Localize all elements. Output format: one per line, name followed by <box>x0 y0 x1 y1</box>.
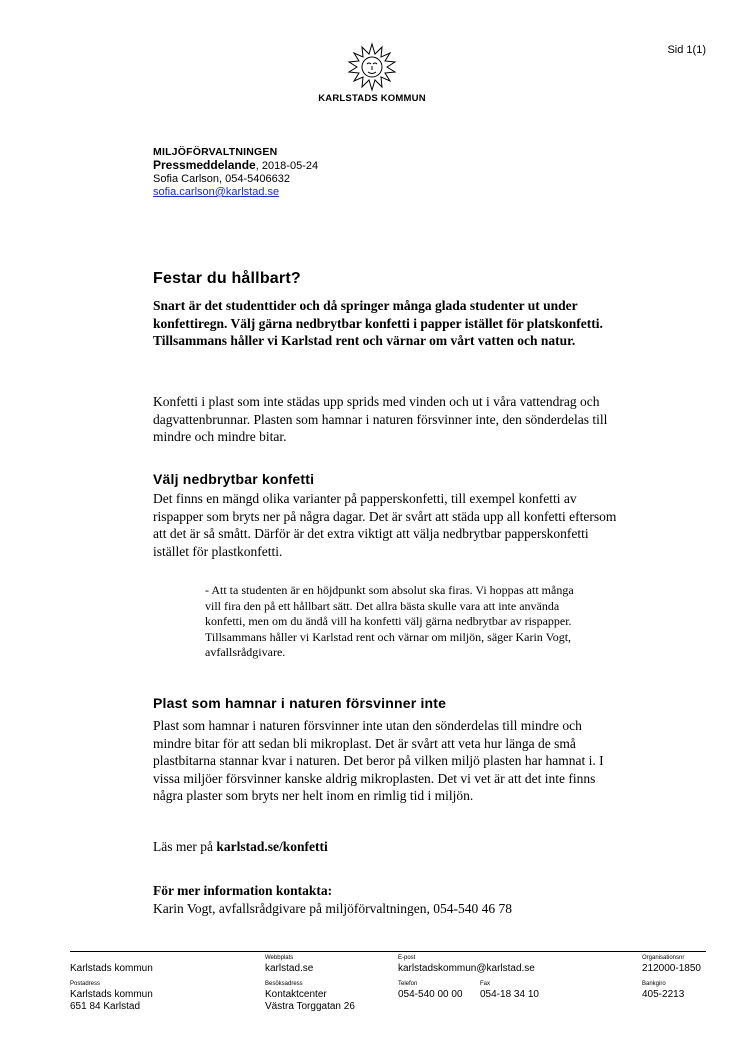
lead-paragraph: Snart är det studenttider och då springer många glada studenter ut under konfettiregn. Välj gärna nedbrytbar konfetti i papper istället för platskonfetti. Tillsammans håller vi Karlstad rent och värnar om vårt vatten och natur. <box>153 298 603 349</box>
heading-choose-degradable: Välj nedbrytbar konfetti <box>153 471 315 487</box>
footer-phone-value: 054-540 00 00 <box>398 989 463 1000</box>
footer-email-label: E-post <box>398 955 416 961</box>
read-more-link[interactable]: karlstad.se/konfetti <box>216 839 328 854</box>
paragraph-2: Det finns en mängd olika varianter på papperskonfetti, till exempel konfetti av rispapper som bryts ner på några dagar. Det är svårt att städa upp all konfetti eftersom att det är så smått. Därför är det extra viktigt att välja nedbrytbar papperskonfetti istället för plastkonfetti. <box>153 491 617 559</box>
email-link[interactable]: sofia.carlson@karlstad.se <box>153 186 280 198</box>
quote: - Att ta studenten är en höjdpunkt som absolut ska firas. Vi hoppas att många vill fira den på ett hållbart sätt. Det allra bästa skulle vara att inte använda konfetti, men om du ändå vill ha konfetti välj gärna nedbrytbar av rispapper. Tillsammans håller vi Karlstad rent och värnar om miljön, säger Karin Vogt, avfallsrådgivare. <box>205 583 574 660</box>
logo-text: KARLSTADS KOMMUN <box>318 93 426 104</box>
footer-fax-label: Fax <box>480 981 491 987</box>
footer-org-name: Karlstads kommun <box>70 963 153 974</box>
footer-visit-line1: Kontaktcenter <box>265 989 327 1000</box>
press-date: , 2018-05-24 <box>255 160 319 172</box>
sender-block <box>153 146 318 199</box>
footer-post-line2: 651 84 Karlstad <box>70 1001 141 1012</box>
contact-heading: För mer information kontakta: <box>153 883 333 898</box>
paragraph-3: Plast som hamnar i naturen försvinner inte utan den sönderdelas till mindre och mindre bitar för att sedan bli mikroplast. Det är svårt att veta hur länga de små plastbitarna stannar kvar i naturen. Det beror på vilken miljö plasten har hamnat i. I vissa miljöer försvinner kanske aldrig mikroplasten. Det vi vet är att det inte finns några plaster som bryts ner helt inom en rimlig tid i miljön. <box>153 718 604 804</box>
contact-line: Karin Vogt, avfallsrådgivare på miljöförvaltningen, 054-540 46 78 <box>153 901 513 916</box>
footer-orgnr-value: 212000-1850 <box>642 963 701 974</box>
footer-post-line1: Karlstads kommun <box>70 989 153 1000</box>
footer-web-value: karlstad.se <box>265 963 314 974</box>
sun-icon <box>346 42 398 92</box>
heading-plastic-nature: Plast som hamnar i naturen försvinner inte <box>153 695 447 711</box>
footer-bank-label: Bankgiro <box>642 981 666 987</box>
press-line <box>153 159 318 173</box>
footer-email-value: karlstadskommun@karlstad.se <box>398 963 535 974</box>
footer-phone-label: Telefon <box>398 981 418 987</box>
footer-post-label: Postadress <box>70 981 101 987</box>
read-more-prefix: Läs mer på <box>153 839 217 854</box>
department: MILJÖFÖRVALTNINGEN <box>153 146 278 158</box>
footer-divider <box>70 951 706 952</box>
footer-fax-value: 054-18 34 10 <box>480 989 539 1000</box>
contact-person: Sofia Carlson, 054-5406632 <box>153 173 290 185</box>
page-number: Sid 1(1) <box>667 44 706 56</box>
footer-orgnr-label: Organisationsnr <box>642 955 685 961</box>
press-label: Pressmeddelande <box>153 158 256 172</box>
logo <box>330 42 414 92</box>
page-title: Festar du hållbart? <box>153 270 301 287</box>
read-more <box>153 838 623 856</box>
footer-web-label: Webbplats <box>265 955 294 961</box>
footer-visit-label: Besöksadress <box>265 981 303 987</box>
footer-bank-value: 405-2213 <box>642 989 685 1000</box>
footer-visit-line2: Västra Torggatan 26 <box>265 1001 355 1012</box>
paragraph-1: Konfetti i plast som inte städas upp sprids med vinden och ut i våra vattendrag och dagvattenbrunnar. Plasten som hamnar i naturen försvinner inte, den sönderdelas till mindre och mindre bitar. <box>153 394 608 445</box>
